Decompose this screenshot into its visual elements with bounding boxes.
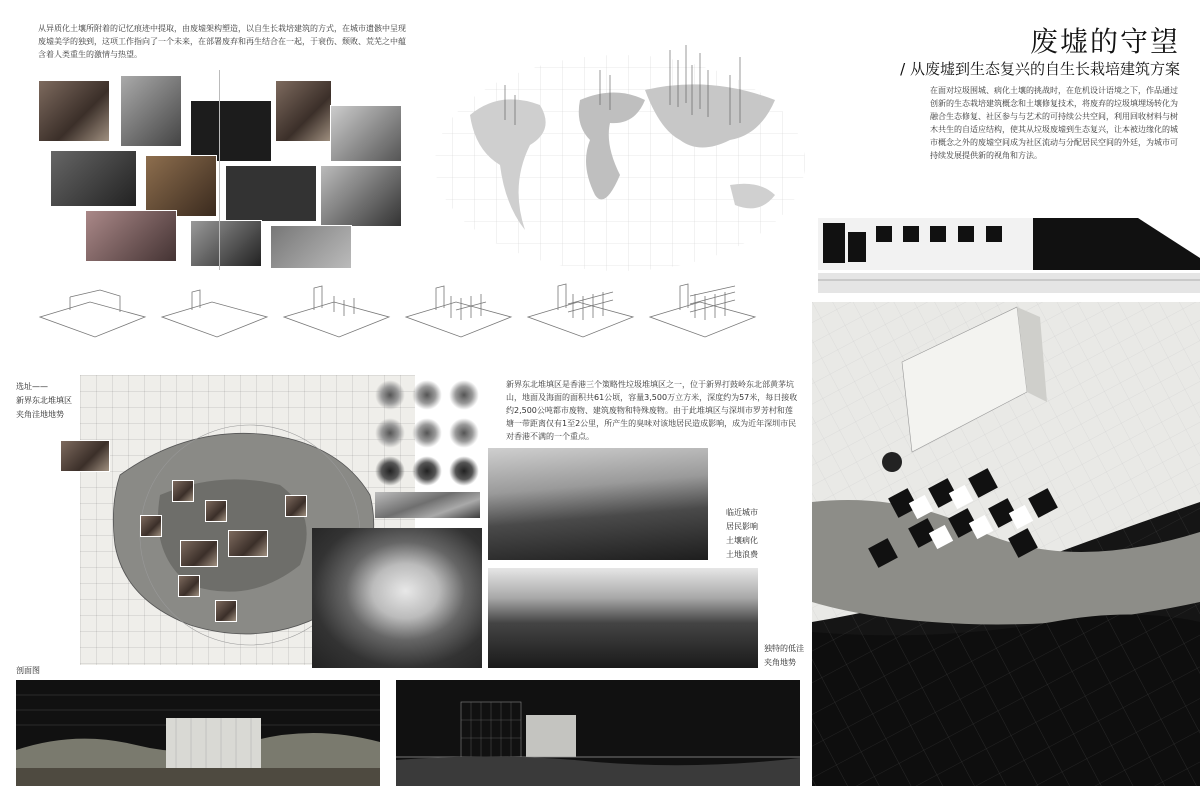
impact-list	[726, 506, 786, 562]
debris-collage	[30, 70, 425, 270]
scatter-icon-grid	[375, 380, 480, 490]
impact-item: 土壤病化	[726, 536, 758, 545]
landfill-photo-2	[488, 568, 758, 668]
intro-text: 从异质化土壤所附着的记忆痕迹中提取，由废墟架构塑造，以自生长栽培建筑的方式，在城市遗骸中呈现废墟美学的独到，这项工作指向了一个未来，在部署废弃和再生结合在一起，于衰伤、颓败、荒芜之中蕴含着人类重生的激情与热望。	[38, 24, 406, 59]
site-label: 选址—— 新界东北堆填区 夹角洼地地势	[16, 382, 72, 419]
main-axonometric-view	[812, 302, 1200, 786]
world-map	[430, 45, 810, 275]
axonometric-strip	[818, 218, 1200, 302]
landscape-strip-photo	[375, 492, 480, 518]
page-subtitle: / 从废墟到生态复兴的自生长栽培建筑方案	[900, 60, 1180, 78]
page-title: 废墟的守望	[1029, 25, 1180, 58]
impact-item: 土地浪费	[726, 550, 758, 559]
project-description: 在面对垃圾围城、病化土壤的挑战时，在危机设计语境之下，作品通过创新的生态栽培建筑概念和土壤修复技术，将废弃的垃圾填埋场转化为融合生态修复、社区参与与艺术的可持续公共空间，利用回收材料与树木共生的自适应结构，使其从垃圾废墟到生态复兴，让本被边缘化的城市概念之外的废墟空间成为社区流动与分配居民空间的外廷，为城市可持续发展提供新的视角和方法。	[930, 86, 1178, 160]
section-drawing-right	[396, 680, 800, 786]
landfill-photo-1	[488, 448, 708, 560]
collage-divider	[219, 70, 220, 270]
axonometric-sequence	[30, 282, 775, 347]
section-label: 剖面图	[16, 666, 40, 675]
section-drawing-left	[16, 680, 380, 786]
impact-item: 临近城市	[726, 508, 758, 517]
terrain-label: 独特的低洼 夹角地势	[764, 644, 804, 667]
landfill-aerial-photo	[312, 528, 482, 668]
site-description: 新界东北堆填区是香港三个策略性垃圾堆填区之一，位于新界打鼓岭东北部黄茅坑山，地面及海面的面积共61公顷，容量3,500万立方米，深度约为57米，每日接收约2,500公吨都市废物、建筑废物和特殊废物。由于此堆填区与深圳市罗芳村和莲塘一带距离仅有1至2公里，所产生的臭味对该地居民造成影响，成为近年深圳市民对香港不满的一个重点。	[506, 380, 798, 441]
impact-item: 居民影响	[726, 522, 758, 531]
